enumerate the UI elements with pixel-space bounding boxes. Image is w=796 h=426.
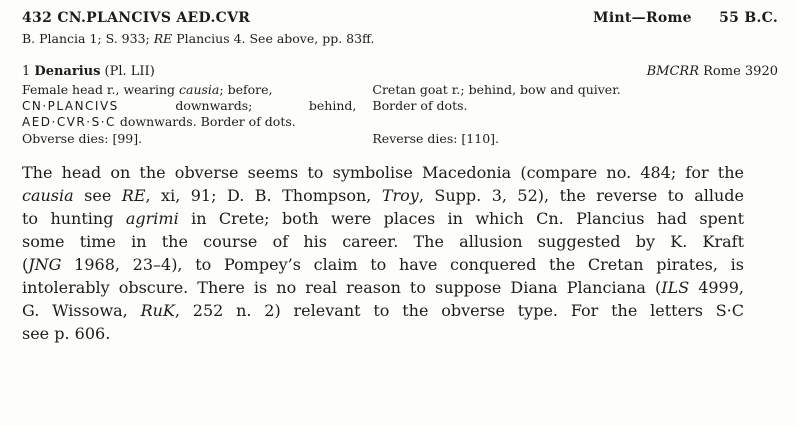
obverse-dies: Obverse dies: [99]. [22, 131, 143, 146]
entry-header [22, 10, 778, 26]
commentary-line-5: (JNG 1968, 23–4), to Pompey’s claim to have conquered the Cretan pirates, is [22, 255, 744, 274]
year-label: 55 B.C. [719, 10, 778, 26]
refs-re: RE [153, 31, 173, 46]
reverse-spacer [372, 114, 778, 130]
obv-text: Female head r., wearing [22, 82, 180, 97]
reverse-line-1: Cretan goat r.; behind, bow and quiver. [372, 82, 621, 97]
coin-description [22, 82, 778, 147]
entry-number: 432 [22, 10, 53, 26]
obverse-line-2 [22, 98, 356, 114]
obverse-line-3 [22, 114, 356, 130]
entry-title-group [22, 10, 250, 26]
bmcrr-ref [647, 64, 778, 79]
commentary-line-7: G. Wissowa, RuK, 252 n. 2) relevant to the obverse type. For the letters S·C [22, 301, 744, 320]
reverse-description [372, 82, 778, 147]
commentary-line-6: intolerably obscure. There is no real reason to suppose Diana Planciana (ILS 4999, [22, 278, 745, 297]
commentary-line-4: some time in the course of his career. The allusion suggested by K. Kraft [22, 232, 744, 251]
entry-meta [593, 10, 778, 26]
obv-direction: downwards; [175, 98, 253, 113]
bmcrr-value: Rome 3920 [703, 64, 778, 79]
coin-type [22, 64, 155, 79]
commentary-line-8: see p. 606. [22, 324, 111, 343]
references-line [22, 31, 778, 46]
commentary [22, 161, 744, 345]
coin-denomination: Denarius [34, 64, 101, 79]
commentary-line-1: The head on the obverse seems to symbolise Macedonia (compare no. 484; for the [22, 163, 744, 182]
reverse-line-2: Border of dots. [372, 98, 468, 113]
obv-line-3-text: downwards. Border of dots. [115, 114, 296, 129]
obverse-line-1 [22, 82, 356, 98]
mint-label: Mint—Rome [593, 10, 692, 26]
commentary-line-2: causia see RE, xi, 91; D. B. Thompson, Troy, Supp. 3, 52), the reverse to allude [22, 186, 744, 205]
refs-text-post: Plancius 4. See above, pp. 83ff. [172, 31, 375, 46]
reverse-dies: Reverse dies: [110]. [372, 131, 500, 146]
refs-text: B. Plancia 1; S. 933; [22, 31, 154, 46]
obv-legend-2: AED·CVR·S·C [22, 115, 116, 129]
coin-line [22, 64, 778, 79]
obverse-description [22, 82, 356, 147]
catalogue-page [22, 10, 778, 345]
obv-causia: causia [179, 82, 220, 97]
obv-text-end: ; before, [219, 82, 273, 97]
entry-title: CN.PLANCIVS AED.CVR [57, 10, 251, 26]
obv-behind: behind, [308, 98, 357, 113]
bmcrr-label: BMCRR [646, 64, 699, 79]
commentary-line-3: to hunting agrimi in Crete; both were places in which Cn. Plancius had spent [22, 209, 744, 228]
obv-legend: CN·PLANCIVS [22, 99, 119, 113]
plate-ref: (Pl. LII) [104, 64, 155, 79]
coin-number: 1 [22, 64, 31, 79]
